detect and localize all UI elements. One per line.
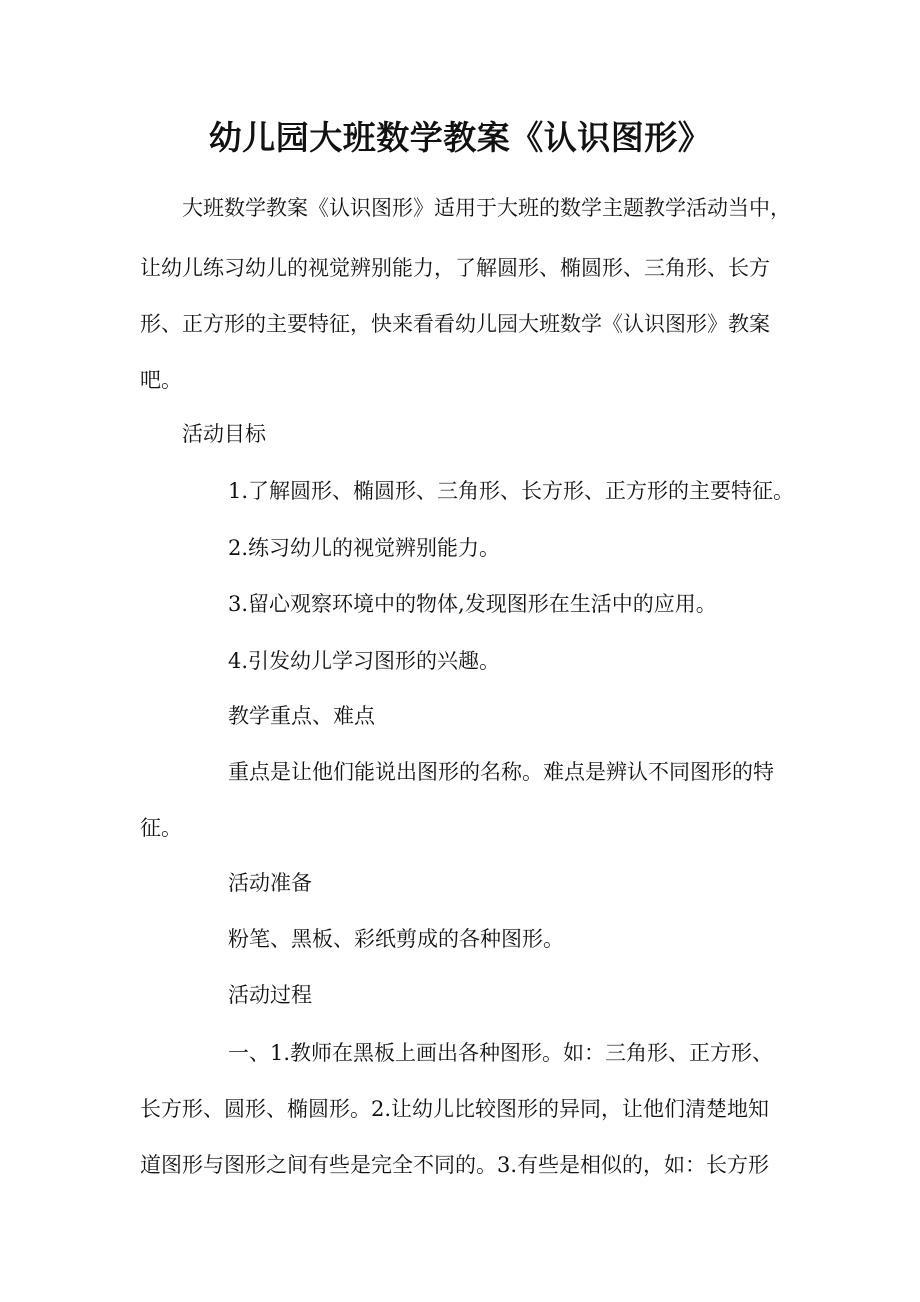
- process-line-1: 一、1.教师在黑板上画出各种图形。如：三角形、正方形、: [228, 1041, 774, 1065]
- intro-line-3: 形、正方形的主要特征，快来看看幼儿园大班数学《认识图形》教案: [140, 312, 770, 336]
- key-points-line-1: 重点是让他们能说出图形的名称。难点是辨认不同图形的特: [228, 760, 774, 784]
- key-points-heading: 教学重点、难点: [228, 704, 375, 728]
- process-heading: 活动过程: [228, 983, 312, 1007]
- document-title: 幼儿园大班数学教案《认识图形》: [208, 118, 712, 157]
- goal-item: 1.了解圆形、椭圆形、三角形、长方形、正方形的主要特征。: [228, 479, 795, 503]
- process-line-2: 长方形、圆形、椭圆形。2.让幼儿比较图形的异同，让他们清楚地知: [140, 1097, 770, 1121]
- goal-item: 3.留心观察环境中的物体,发现图形在生活中的应用。: [228, 592, 717, 616]
- intro-line-1: 大班数学教案《认识图形》适用于大班的数学主题教学活动当中，: [182, 196, 791, 220]
- goal-item: 4.引发幼儿学习图形的兴趣。: [228, 649, 501, 673]
- intro-line-2: 让幼儿练习幼儿的视觉辨别能力，了解圆形、椭圆形、三角形、长方: [140, 256, 770, 280]
- process-line-3: 道图形与图形之间有些是完全不同的。3.有些是相似的，如：长方形: [140, 1153, 770, 1177]
- preparation-heading: 活动准备: [228, 871, 312, 895]
- key-points-line-2: 征。: [140, 816, 182, 840]
- goals-heading: 活动目标: [182, 422, 266, 446]
- intro-line-4: 吧。: [140, 368, 182, 392]
- goal-item: 2.练习幼儿的视觉辨别能力。: [228, 536, 501, 560]
- preparation-text: 粉笔、黑板、彩纸剪成的各种图形。: [228, 927, 564, 951]
